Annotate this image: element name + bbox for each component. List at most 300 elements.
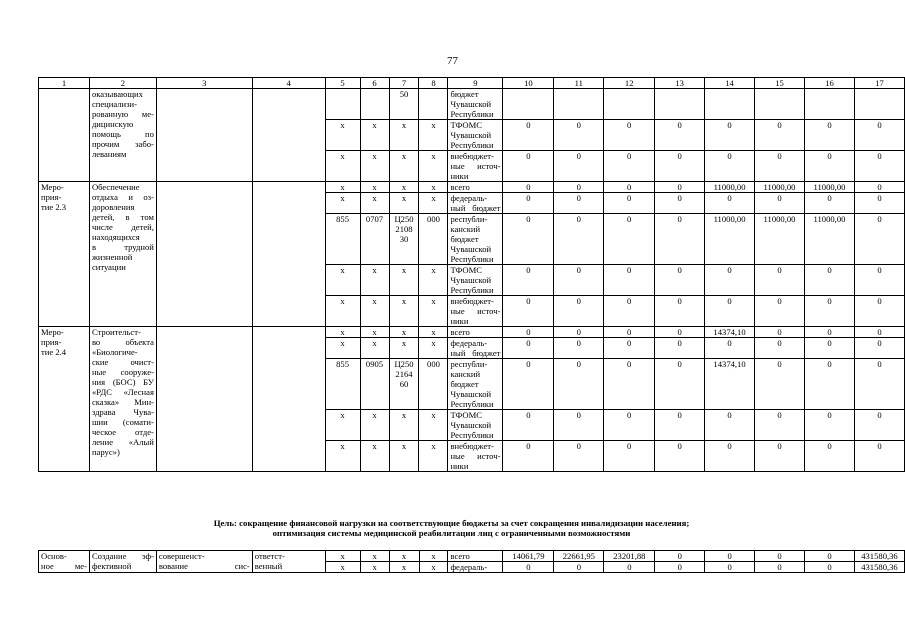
amount-cell <box>604 89 655 120</box>
amount-cell: 0 <box>655 265 705 296</box>
amount-cell: 0 <box>705 120 755 151</box>
funding-source-line: ники <box>450 316 469 326</box>
event-name-line: дицинскую <box>91 119 134 129</box>
funding-source-line: республи- <box>450 359 488 369</box>
main-event-c2 <box>89 551 156 573</box>
funding-source-line: Республики <box>450 140 494 150</box>
event-name-line: жизненной <box>91 252 133 262</box>
expense-type-code <box>419 89 448 120</box>
amount-cell: 0 <box>755 441 805 472</box>
funding-source-line: федераль- <box>450 562 488 572</box>
section-code: 0905 <box>360 359 389 410</box>
participant-cell <box>252 182 325 327</box>
amount-cell: 0 <box>805 410 855 441</box>
amount-cell: 0 <box>854 214 904 265</box>
amount-cell: 0 <box>755 296 805 327</box>
amount-cell: 0 <box>554 265 604 296</box>
main-event-c2-line: фективной <box>91 561 132 571</box>
event-name-line: числе детей, <box>91 222 154 232</box>
column-number: 6 <box>360 78 389 89</box>
funding-source <box>448 193 503 214</box>
grbs-code: х <box>325 562 360 573</box>
funding-source-line: федераль- <box>450 193 488 203</box>
target-article-code: х <box>389 193 419 214</box>
amount-cell: 0 <box>604 359 655 410</box>
amount-cell: 0 <box>554 151 604 182</box>
grbs-code: х <box>325 410 360 441</box>
amount-cell: 0 <box>705 151 755 182</box>
amount-cell: 0 <box>554 327 604 338</box>
funding-source-line: внебюджет- <box>450 441 494 451</box>
amount-cell: 0 <box>854 441 904 472</box>
amount-cell: 0 <box>655 410 705 441</box>
amount-cell: 11000,00 <box>705 182 755 193</box>
funding-source-line: Республики <box>450 285 494 295</box>
amount-cell: 0 <box>854 265 904 296</box>
event-name <box>89 89 156 182</box>
column-number: 17 <box>854 78 904 89</box>
amount-cell: 0 <box>705 296 755 327</box>
amount-cell: 0 <box>805 562 855 573</box>
funding-source <box>448 327 503 338</box>
target-article-code: х <box>389 182 419 193</box>
funding-source <box>448 265 503 296</box>
amount-cell: 11000,00 <box>755 182 805 193</box>
amount-cell: 0 <box>854 338 904 359</box>
main-event-c4-line: венный <box>254 561 283 571</box>
funding-source <box>448 151 503 182</box>
section-code: х <box>360 551 389 562</box>
amount-cell: 0 <box>854 182 904 193</box>
amount-cell: 0 <box>655 359 705 410</box>
main-event-c3 <box>156 551 252 573</box>
event-name-line: леваниям <box>91 149 127 159</box>
amount-cell: 0 <box>705 338 755 359</box>
amount-cell: 0 <box>554 193 604 214</box>
column-number: 2 <box>89 78 156 89</box>
target-article-code: х <box>389 265 419 296</box>
main-event-c1 <box>39 551 90 573</box>
expense-type-code: х <box>419 151 448 182</box>
amount-cell <box>655 89 705 120</box>
table-row <box>39 327 905 338</box>
amount-cell: 0 <box>604 193 655 214</box>
grbs-code: х <box>325 151 360 182</box>
amount-cell: 0 <box>655 338 705 359</box>
section-code: х <box>360 120 389 151</box>
amount-cell: 0 <box>503 359 554 410</box>
section-code: х <box>360 338 389 359</box>
amount-cell: 0 <box>655 441 705 472</box>
funding-source-line: республи- <box>450 214 488 224</box>
section-code: х <box>360 193 389 214</box>
table-row <box>39 182 905 193</box>
amount-cell: 0 <box>604 338 655 359</box>
event-name-line: «РДС «Лесная <box>91 387 154 397</box>
amount-cell: 0 <box>604 296 655 327</box>
responsible-cell <box>156 182 252 327</box>
event-label-line: тие 2.3 <box>41 202 67 212</box>
expense-type-code: х <box>419 193 448 214</box>
main-event-c2-line: Создание эф- <box>91 551 154 561</box>
amount-cell: 0 <box>805 551 855 562</box>
amount-cell: 0 <box>755 265 805 296</box>
funding-source-line: бюджет <box>450 89 479 99</box>
amount-cell: 0 <box>503 151 554 182</box>
amount-cell: 0 <box>503 265 554 296</box>
amount-cell: 0 <box>503 182 554 193</box>
section-code: х <box>360 441 389 472</box>
column-number: 1 <box>39 78 90 89</box>
amount-cell: 0 <box>755 338 805 359</box>
amount-cell: 0 <box>805 151 855 182</box>
event-name-line: Строительст- <box>91 327 141 337</box>
amount-cell: 0 <box>655 562 705 573</box>
event-name-line: «Биологиче- <box>91 347 138 357</box>
funding-source <box>448 214 503 265</box>
amount-cell: 0 <box>503 338 554 359</box>
expense-type-code: 000 <box>419 359 448 410</box>
amount-cell: 0 <box>554 441 604 472</box>
grbs-code: х <box>325 296 360 327</box>
funding-source-line: канский <box>450 369 481 379</box>
amount-cell: 11000,00 <box>705 214 755 265</box>
funding-source-line: канский <box>450 224 481 234</box>
amount-cell: 0 <box>655 120 705 151</box>
section-code <box>360 89 389 120</box>
column-number: 13 <box>655 78 705 89</box>
column-number: 7 <box>389 78 419 89</box>
section-code: х <box>360 327 389 338</box>
amount-cell: 0 <box>604 151 655 182</box>
expense-type-code: х <box>419 120 448 151</box>
funding-source-line: Республики <box>450 254 494 264</box>
funding-source <box>448 338 503 359</box>
participant-cell <box>252 327 325 472</box>
amount-cell: 0 <box>554 338 604 359</box>
funding-source <box>448 89 503 120</box>
target-article-code: х <box>389 296 419 327</box>
amount-cell: 431580,36 <box>854 562 904 573</box>
target-article-code: х <box>389 441 419 472</box>
amount-cell: 0 <box>755 551 805 562</box>
amount-cell: 14374,10 <box>705 359 755 410</box>
section-code: х <box>360 296 389 327</box>
funding-source-line: федераль- <box>450 338 488 348</box>
amount-cell: 0 <box>705 410 755 441</box>
event-name-line: ские очист- <box>91 357 154 367</box>
column-number: 8 <box>419 78 448 89</box>
amount-cell: 0 <box>503 214 554 265</box>
main-event-c3-line: вование сис- <box>158 561 250 571</box>
section-code: х <box>360 265 389 296</box>
event-name-line: прочим забо- <box>91 139 154 149</box>
amount-cell: 0 <box>604 265 655 296</box>
funding-source-line: ный бюджет <box>450 348 501 358</box>
main-event-c1-line: Основ- <box>41 551 67 561</box>
funding-source <box>448 359 503 410</box>
event-label-line: Меро- <box>41 327 64 337</box>
amount-cell: 0 <box>604 441 655 472</box>
event-name-line: шии (сомати- <box>91 417 154 427</box>
funding-source <box>448 296 503 327</box>
amount-cell: 14061,79 <box>503 551 554 562</box>
funding-source-line: всего <box>450 182 470 192</box>
expense-type-code: х <box>419 182 448 193</box>
funding-source-line: ные источ- <box>450 161 501 171</box>
amount-cell <box>705 89 755 120</box>
funding-source <box>448 410 503 441</box>
funding-source-line: Чувашской <box>450 420 492 430</box>
amount-cell: 0 <box>503 562 554 573</box>
amount-cell: 431580,36 <box>854 551 904 562</box>
amount-cell: 0 <box>554 120 604 151</box>
event-name <box>89 182 156 327</box>
expense-type-code: х <box>419 562 448 573</box>
funding-source-line: Чувашской <box>450 244 492 254</box>
amount-cell: 0 <box>805 120 855 151</box>
funding-source-line: ные источ- <box>450 306 501 316</box>
grbs-code: х <box>325 182 360 193</box>
amount-cell: 0 <box>554 296 604 327</box>
event-label-line: прия- <box>41 192 62 202</box>
grbs-code: х <box>325 327 360 338</box>
amount-cell: 0 <box>805 327 855 338</box>
amount-cell: 0 <box>755 359 805 410</box>
column-number-row <box>39 78 905 89</box>
event-name-line: ление «Алый <box>91 437 154 447</box>
amount-cell: 0 <box>503 296 554 327</box>
expense-type-code: 000 <box>419 214 448 265</box>
event-name-line: отдыха и оз- <box>91 192 154 202</box>
event-name-line: рованную ме- <box>91 109 154 119</box>
amount-cell: 0 <box>655 151 705 182</box>
event-label <box>39 182 90 327</box>
amount-cell: 0 <box>554 214 604 265</box>
amount-cell: 22661,95 <box>554 551 604 562</box>
funding-source-line: ники <box>450 171 469 181</box>
grbs-code: х <box>325 441 360 472</box>
event-label-line: Меро- <box>41 182 64 192</box>
amount-cell: 0 <box>755 120 805 151</box>
event-name-line: ческое отде- <box>91 427 154 437</box>
section-code: 0707 <box>360 214 389 265</box>
funding-source-line: бюджет <box>450 234 479 244</box>
amount-cell: 0 <box>554 182 604 193</box>
amount-cell: 0 <box>854 296 904 327</box>
event-name-line: детей, в том <box>91 212 154 222</box>
amount-cell: 0 <box>554 410 604 441</box>
amount-cell: 23201,88 <box>604 551 655 562</box>
amount-cell: 0 <box>655 214 705 265</box>
event-name-line: ные сооруже- <box>91 367 154 377</box>
expense-type-code: х <box>419 338 448 359</box>
grbs-code: х <box>325 551 360 562</box>
target-article-code: х <box>389 551 419 562</box>
expense-type-code: х <box>419 265 448 296</box>
section-code: х <box>360 182 389 193</box>
amount-cell: 0 <box>705 193 755 214</box>
column-number: 5 <box>325 78 360 89</box>
amount-cell: 0 <box>854 120 904 151</box>
amount-cell: 0 <box>503 193 554 214</box>
event-name-line: во объекта <box>91 337 154 347</box>
goal-line-1: Цель: сокращение финансовой нагрузки на соответствующие бюджеты за счет сокращения инвалидизации населения; <box>213 518 690 528</box>
amount-cell: 11000,00 <box>805 214 855 265</box>
event-name-line: помощь по <box>91 129 154 139</box>
amount-cell: 0 <box>655 193 705 214</box>
event-name-line: ситуации <box>91 262 126 272</box>
target-article-code: Ц250 2108 30 <box>389 214 419 265</box>
funding-source-line: ТФОМС <box>450 120 482 130</box>
amount-cell: 0 <box>854 151 904 182</box>
section-code: х <box>360 151 389 182</box>
funding-source-line: внебюджет- <box>450 296 494 306</box>
amount-cell: 0 <box>705 441 755 472</box>
amount-cell: 0 <box>604 562 655 573</box>
funding-source <box>448 182 503 193</box>
funding-source-line: ный бюджет <box>450 203 501 213</box>
target-article-code: х <box>389 120 419 151</box>
funding-source-line: бюджет <box>450 379 479 389</box>
amount-cell: 0 <box>503 410 554 441</box>
section-code: х <box>360 562 389 573</box>
target-article-code: х <box>389 338 419 359</box>
section-code: х <box>360 410 389 441</box>
event-name-line: парус») <box>91 447 120 457</box>
grbs-code: х <box>325 120 360 151</box>
amount-cell: 0 <box>755 410 805 441</box>
funding-source-line: ники <box>450 461 469 471</box>
amount-cell: 0 <box>503 327 554 338</box>
column-number: 10 <box>503 78 554 89</box>
column-number: 15 <box>755 78 805 89</box>
amount-cell: 0 <box>604 182 655 193</box>
amount-cell: 0 <box>604 214 655 265</box>
expense-type-code: х <box>419 441 448 472</box>
amount-cell: 0 <box>604 120 655 151</box>
responsible-cell <box>156 327 252 472</box>
funding-source <box>448 441 503 472</box>
amount-cell: 0 <box>705 265 755 296</box>
expense-type-code: х <box>419 410 448 441</box>
amount-cell: 14374,10 <box>705 327 755 338</box>
column-number: 12 <box>604 78 655 89</box>
funding-source-line: Республики <box>450 109 494 119</box>
amount-cell <box>805 89 855 120</box>
goal-heading <box>38 518 865 538</box>
funding-source-line: Республики <box>450 399 494 409</box>
target-article-code: Ц250 2164 60 <box>389 359 419 410</box>
amount-cell: 0 <box>604 410 655 441</box>
table-row <box>39 551 905 562</box>
column-number: 11 <box>554 78 604 89</box>
amount-cell: 0 <box>755 327 805 338</box>
funding-source-line: Республики <box>450 430 494 440</box>
page-number: 77 <box>447 55 458 67</box>
funding-source-line: ные источ- <box>450 451 501 461</box>
amount-cell: 0 <box>805 338 855 359</box>
amount-cell: 0 <box>755 151 805 182</box>
main-event-c4-line: ответст- <box>254 551 285 561</box>
amount-cell: 0 <box>805 441 855 472</box>
amount-cell: 0 <box>705 551 755 562</box>
amount-cell <box>503 89 554 120</box>
goal-line-2: оптимизация системы медицинской реабилитации лиц с ограниченными возможностями <box>272 528 631 538</box>
responsible-cell <box>156 89 252 182</box>
funding-source <box>448 120 503 151</box>
amount-cell: 0 <box>503 441 554 472</box>
participant-cell <box>252 89 325 182</box>
amount-cell: 0 <box>805 296 855 327</box>
event-label <box>39 89 90 182</box>
column-number: 14 <box>705 78 755 89</box>
amount-cell: 0 <box>854 193 904 214</box>
target-article-code: х <box>389 151 419 182</box>
main-event-c3-line: совершенст- <box>158 551 205 561</box>
event-name-line: в трудной <box>91 242 154 252</box>
target-article-code: х <box>389 410 419 441</box>
funding-source-line: Чувашской <box>450 389 492 399</box>
amount-cell <box>554 89 604 120</box>
amount-cell: 0 <box>805 193 855 214</box>
amount-cell: 0 <box>755 562 805 573</box>
column-number: 16 <box>805 78 855 89</box>
amount-cell: 0 <box>854 359 904 410</box>
expense-type-code: х <box>419 551 448 562</box>
column-number: 4 <box>252 78 325 89</box>
amount-cell: 0 <box>854 327 904 338</box>
expense-type-code: х <box>419 296 448 327</box>
event-name-line: специализи- <box>91 99 137 109</box>
amount-cell: 0 <box>503 120 554 151</box>
funding-source-line: внебюджет- <box>450 151 494 161</box>
amount-cell: 0 <box>554 359 604 410</box>
amount-cell: 0 <box>805 265 855 296</box>
amount-cell: 0 <box>755 193 805 214</box>
amount-cell: 0 <box>854 410 904 441</box>
column-number: 3 <box>156 78 252 89</box>
table-row <box>39 89 905 120</box>
amount-cell: 0 <box>554 562 604 573</box>
amount-cell: 0 <box>655 182 705 193</box>
funding-source <box>448 562 503 573</box>
amount-cell: 0 <box>655 327 705 338</box>
funding-source-line: всего <box>450 327 470 337</box>
amount-cell <box>755 89 805 120</box>
grbs-code: х <box>325 265 360 296</box>
main-event-c1-line: ное ме- <box>41 561 87 571</box>
column-number: 9 <box>448 78 503 89</box>
funding-source-line: ТФОМС <box>450 410 482 420</box>
grbs-code: 855 <box>325 359 360 410</box>
event-name-line: оказывающих <box>91 89 143 99</box>
event-name <box>89 327 156 472</box>
budget-table <box>38 77 905 472</box>
amount-cell: 0 <box>655 296 705 327</box>
grbs-code: х <box>325 193 360 214</box>
funding-source-line: ТФОМС <box>450 265 482 275</box>
event-name-line: Обеспечение <box>91 182 140 192</box>
amount-cell: 0 <box>805 359 855 410</box>
grbs-code <box>325 89 360 120</box>
amount-cell: 0 <box>655 551 705 562</box>
grbs-code: х <box>325 338 360 359</box>
event-name-line: находящихся <box>91 232 140 242</box>
funding-source-line: Чувашской <box>450 275 492 285</box>
event-label-line: тие 2.4 <box>41 347 67 357</box>
expense-type-code: х <box>419 327 448 338</box>
